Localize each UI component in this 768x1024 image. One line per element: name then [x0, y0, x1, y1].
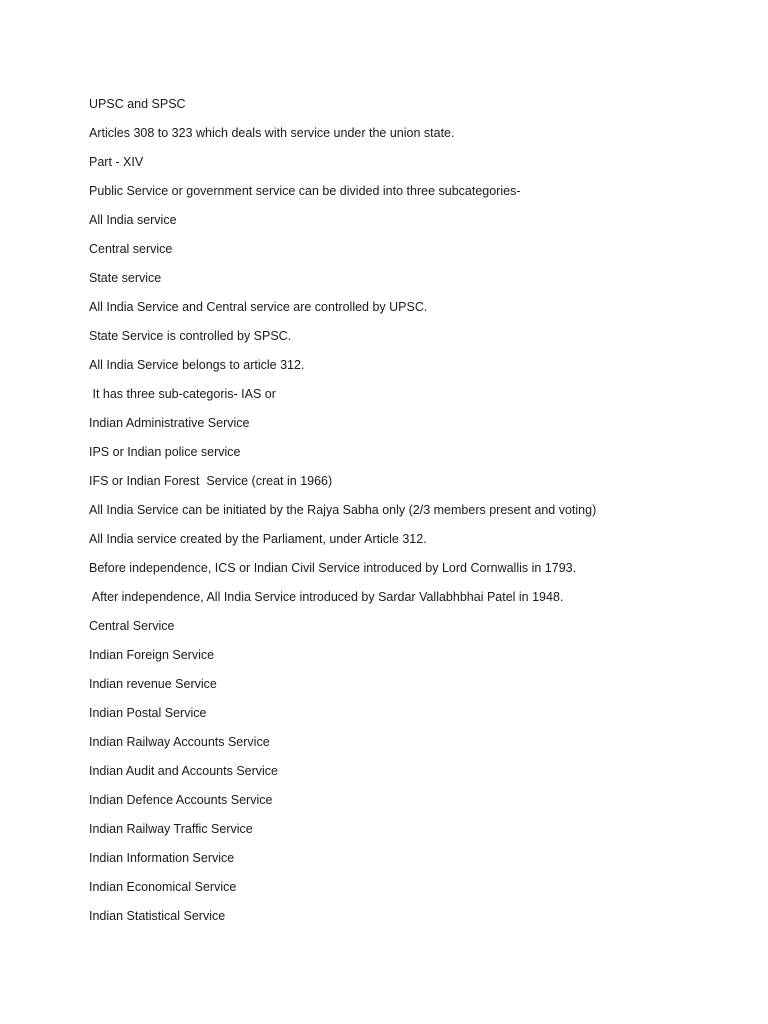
text-line: Indian Administrative Service	[89, 416, 250, 430]
text-line: State service	[89, 271, 162, 285]
text-line: State Service is controlled by SPSC.	[89, 329, 292, 343]
document-title: UPSC and SPSC	[89, 97, 186, 111]
text-line: Indian Foreign Service	[89, 648, 215, 662]
text-line: IFS or Indian Forest Service (creat in 1966)	[89, 474, 333, 488]
text-line: Indian Defence Accounts Service	[89, 793, 273, 807]
text-line: All India Service can be initiated by the Rajya Sabha only (2/3 members present and voting)	[89, 503, 597, 517]
text-line: Public Service or government service can be divided into three subcategories-	[89, 184, 521, 198]
text-line: Indian Railway Traffic Service	[89, 822, 253, 836]
text-line: Indian Information Service	[89, 851, 235, 865]
text-line: Indian revenue Service	[89, 677, 217, 691]
text-line: Before independence, ICS or Indian Civil Service introduced by Lord Cornwallis in 1793.	[89, 561, 577, 575]
text-line: After independence, All India Service introduced by Sardar Vallabhbhai Patel in 1948.	[89, 590, 564, 604]
text-line: Indian Railway Accounts Service	[89, 735, 270, 749]
text-line: Central service	[89, 242, 173, 256]
text-line: Indian Statistical Service	[89, 909, 226, 923]
text-line: All India Service belongs to article 312.	[89, 358, 305, 372]
text-line: Indian Postal Service	[89, 706, 207, 720]
text-line: All India service created by the Parliament, under Article 312.	[89, 532, 427, 546]
text-line: All India Service and Central service are controlled by UPSC.	[89, 300, 428, 314]
text-line: It has three sub-categoris- IAS or	[89, 387, 276, 401]
text-line: IPS or Indian police service	[89, 445, 241, 459]
text-line: Indian Audit and Accounts Service	[89, 764, 279, 778]
text-line: Indian Economical Service	[89, 880, 237, 894]
text-line: Central Service	[89, 619, 175, 633]
document-body	[89, 94, 749, 935]
text-line: Part - XIV	[89, 155, 144, 169]
text-line: All India service	[89, 213, 177, 227]
text-line: Articles 308 to 323 which deals with service under the union state.	[89, 126, 455, 140]
